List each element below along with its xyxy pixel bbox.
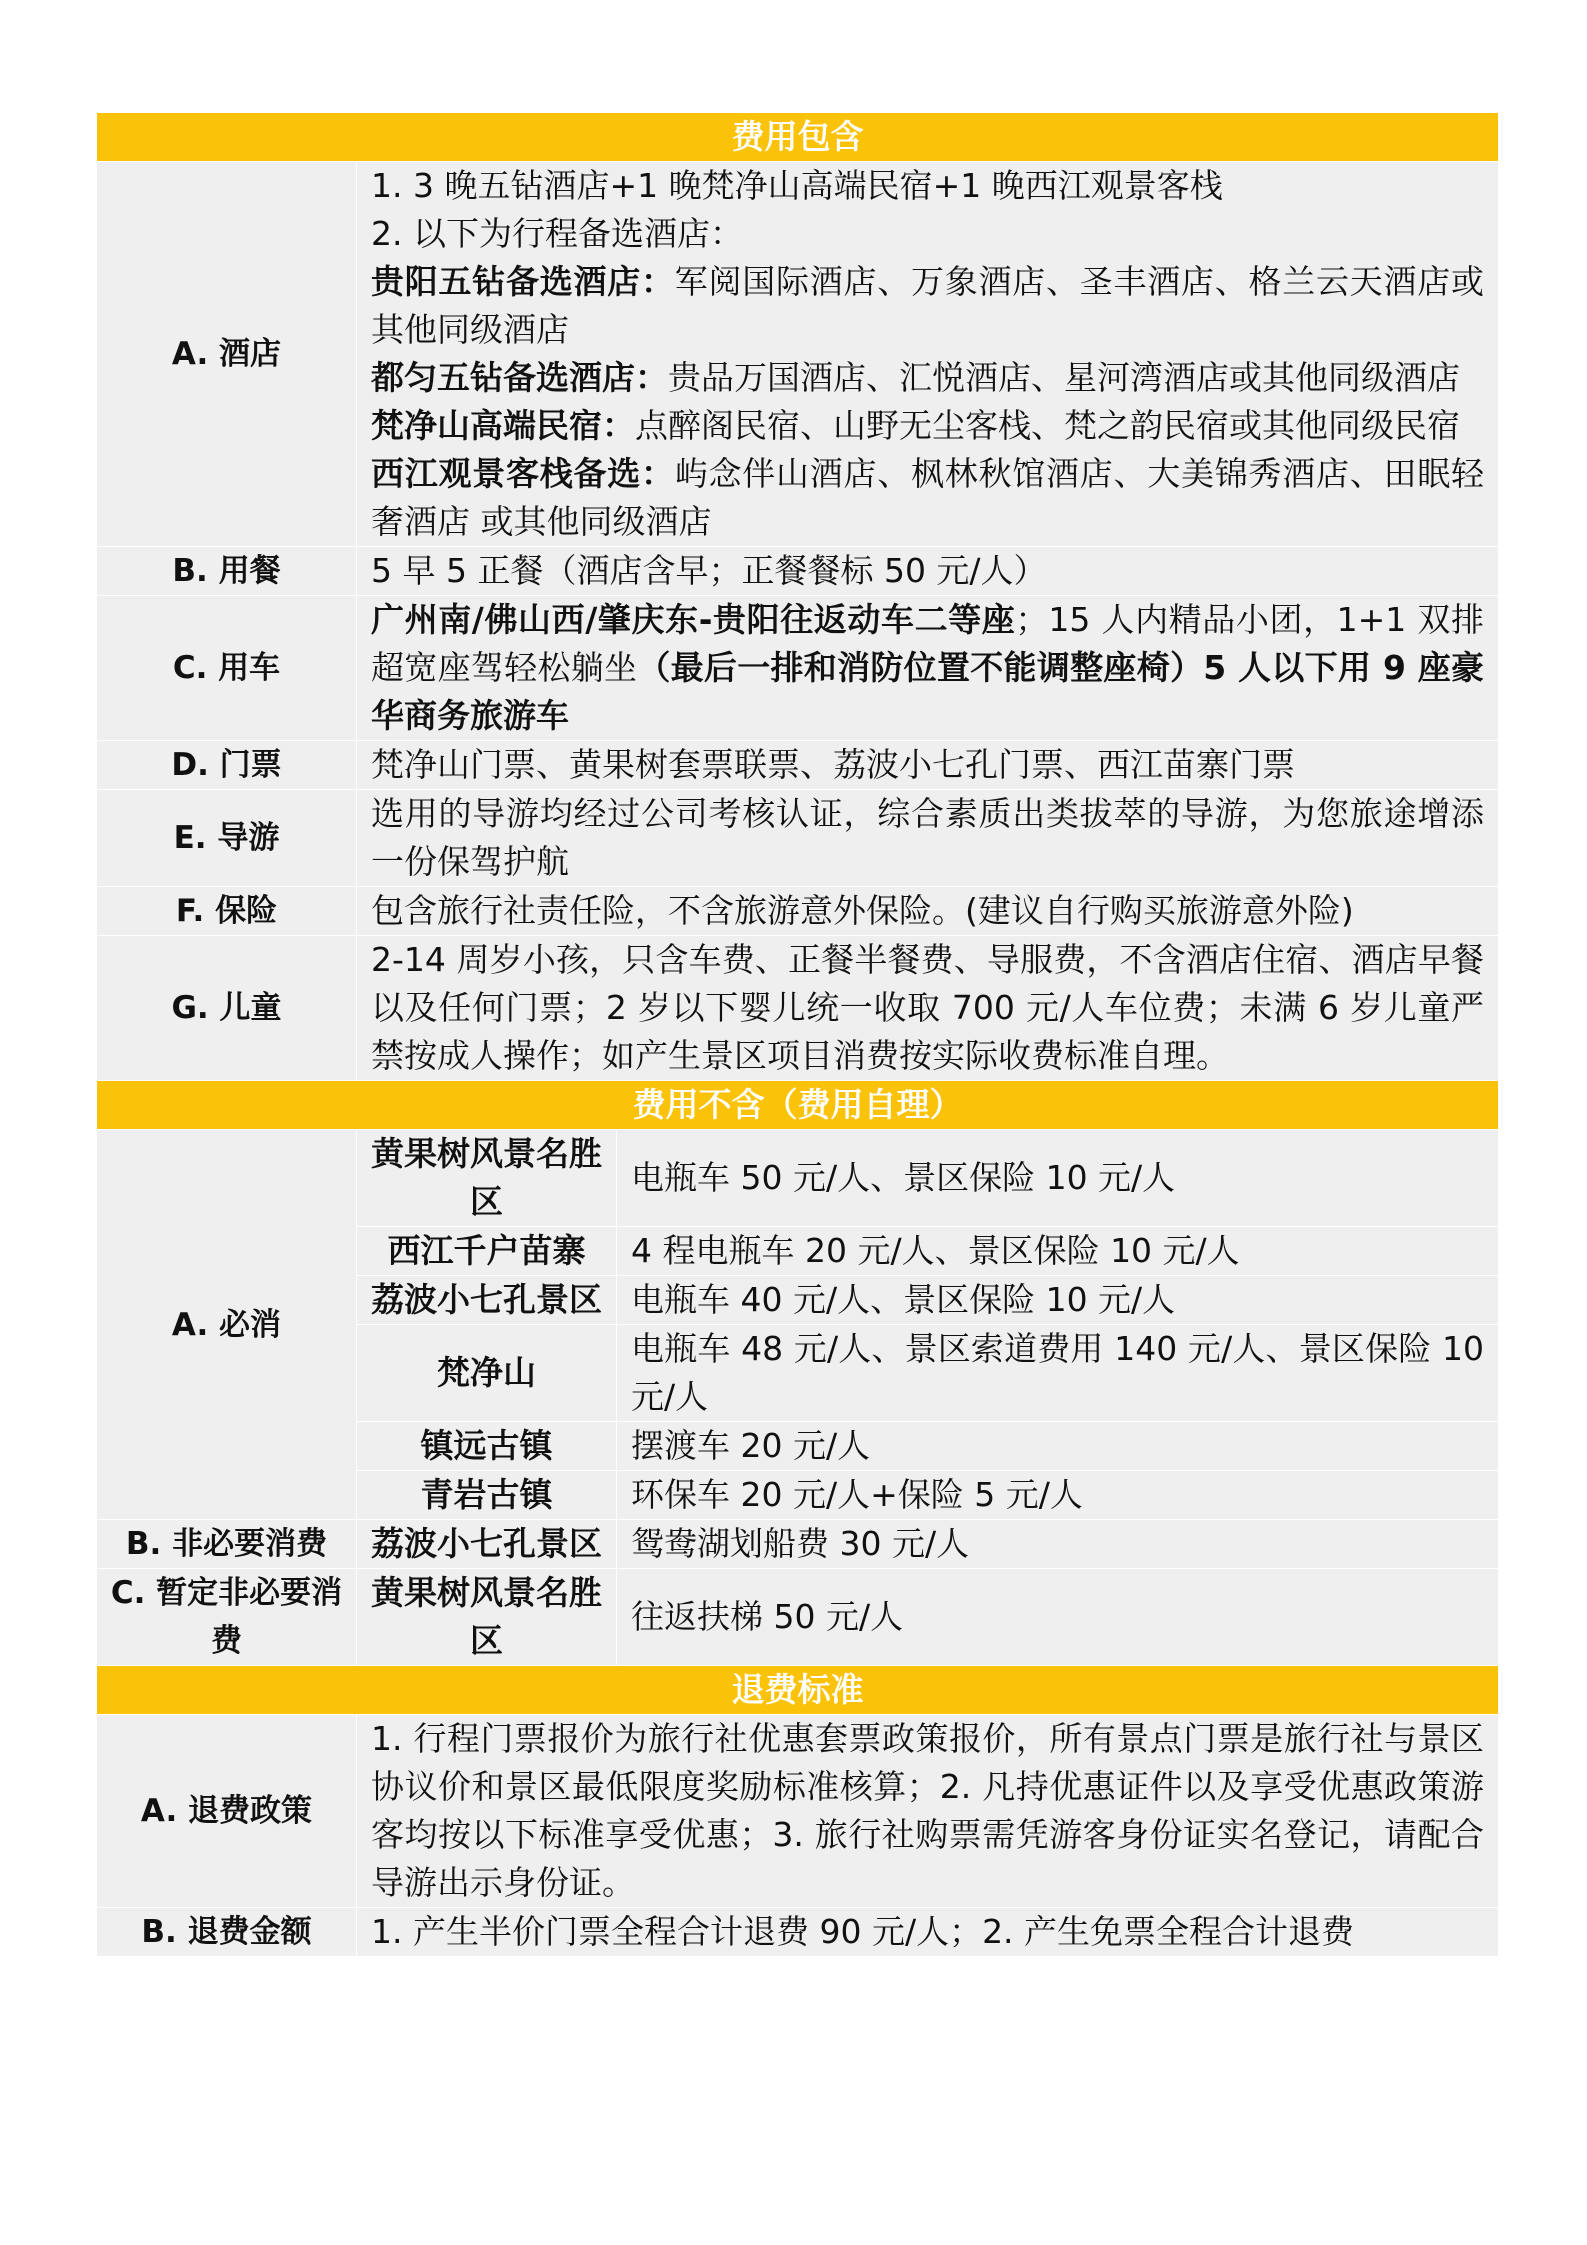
itinerary-fee-table xyxy=(96,112,1499,1957)
tickets-text: 梵净山门票、黄果树套票联票、荔波小七孔门票、西江苗寨门票 xyxy=(357,741,1499,790)
hotel-label: A. 酒店 xyxy=(97,162,357,547)
guide-text: 选用的导游均经过公司考核认证，综合素质出类拔萃的导游，为您旅途增添一份保驾护航 xyxy=(357,790,1499,887)
hotel-row xyxy=(97,162,1499,547)
transport-coach: ；15 人内精品小团，1+1 双排超宽座驾轻松躺坐 xyxy=(371,600,1484,687)
hotel-guiyang xyxy=(371,258,1484,354)
hotel-duyun xyxy=(371,354,1484,402)
mandatory-cost: 4 程电瓶车 20 元/人、景区保险 10 元/人 xyxy=(617,1227,1499,1276)
guide-label: E. 导游 xyxy=(97,790,357,887)
hotel-fanjingshan xyxy=(371,402,1484,450)
meals-label: B. 用餐 xyxy=(97,547,357,596)
hotel-details xyxy=(357,162,1499,547)
tickets-row xyxy=(97,741,1499,790)
mandatory-cost: 电瓶车 48 元/人、景区索道费用 140 元/人、景区保险 10 元/人 xyxy=(617,1325,1499,1422)
insurance-text: 包含旅行社责任险，不含旅游意外保险。(建议自行购买旅游意外险) xyxy=(357,887,1499,936)
mandatory-place: 荔波小七孔景区 xyxy=(357,1276,617,1325)
mandatory-cost: 摆渡车 20 元/人 xyxy=(617,1422,1499,1471)
transport-note: （最后一排和消防位置不能调整座椅）5 人以下用 9 座豪华商务旅游车 xyxy=(371,648,1485,735)
refund-policy-text: 1. 行程门票报价为旅行社优惠套票政策报价，所有景点门票是旅行社与景区协议价和景区最低限度奖励标准核算；2. 凡持优惠证件以及享受优惠政策游客均按以下标准享受优惠；3. 旅行社购票需凭游客身份证实名登记，请配合导游出示身份证。 xyxy=(357,1715,1499,1908)
hotel-fjs-label: 梵净山高端民宿： xyxy=(371,406,635,445)
included-header-row xyxy=(97,113,1499,162)
transport-label: C. 用车 xyxy=(97,596,357,741)
children-label: G. 儿童 xyxy=(97,936,357,1081)
mandatory-row xyxy=(97,1130,1499,1227)
included-header: 费用包含 xyxy=(97,113,1499,162)
refund-policy-row xyxy=(97,1715,1499,1908)
hotel-duyun-label: 都匀五钻备选酒店： xyxy=(371,358,668,397)
children-row xyxy=(97,936,1499,1081)
hotel-line1: 1. 3 晚五钻酒店+1 晚梵净山高端民宿+1 晚西江观景客栈 xyxy=(371,166,1223,205)
tentative-label: C. 暂定非必要消费 xyxy=(97,1569,357,1666)
refund-header: 退费标准 xyxy=(97,1666,1499,1715)
transport-details xyxy=(357,596,1499,741)
mandatory-place: 梵净山 xyxy=(357,1325,617,1422)
refund-policy-label: A. 退费政策 xyxy=(97,1715,357,1908)
mandatory-cost: 环保车 20 元/人+保险 5 元/人 xyxy=(617,1471,1499,1520)
hotel-xijiang xyxy=(371,450,1484,546)
insurance-row xyxy=(97,887,1499,936)
mandatory-place: 西江千户苗寨 xyxy=(357,1227,617,1276)
hotel-duyun-text: 贵品万国酒店、汇悦酒店、星河湾酒店或其他同级酒店 xyxy=(668,358,1460,397)
tickets-label: D. 门票 xyxy=(97,741,357,790)
transport-train: 广州南/佛山西/肇庆东-贵阳往返动车二等座 xyxy=(371,600,1016,639)
refund-header-row xyxy=(97,1666,1499,1715)
hotel-guiyang-label: 贵阳五钻备选酒店： xyxy=(371,262,675,301)
excluded-header-row xyxy=(97,1081,1499,1130)
children-text: 2-14 周岁小孩，只含车费、正餐半餐费、导服费，不含酒店住宿、酒店早餐以及任何门票；2 岁以下婴儿统一收取 700 元/人车位费；未满 6 岁儿童严禁按成人操作；如产生景区项目消费按实际收费标准自理。 xyxy=(357,936,1499,1081)
optional-place: 荔波小七孔景区 xyxy=(357,1520,617,1569)
mandatory-cost: 电瓶车 40 元/人、景区保险 10 元/人 xyxy=(617,1276,1499,1325)
meals-text: 5 早 5 正餐（酒店含早；正餐餐标 50 元/人） xyxy=(357,547,1499,596)
transport-row xyxy=(97,596,1499,741)
insurance-label: F. 保险 xyxy=(97,887,357,936)
optional-cost: 鸳鸯湖划船费 30 元/人 xyxy=(617,1520,1499,1569)
hotel-xijiang-text: 屿念伴山酒店、枫林秋馆酒店、大美锦秀酒店、田眠轻奢酒店 或其他同级酒店 xyxy=(371,454,1485,541)
mandatory-cost: 电瓶车 50 元/人、景区保险 10 元/人 xyxy=(617,1130,1499,1227)
mandatory-place: 青岩古镇 xyxy=(357,1471,617,1520)
hotel-xijiang-label: 西江观景客栈备选： xyxy=(371,454,675,493)
tentative-row xyxy=(97,1569,1499,1666)
hotel-line2: 2. 以下为行程备选酒店： xyxy=(371,214,743,253)
optional-row xyxy=(97,1520,1499,1569)
optional-label: B. 非必要消费 xyxy=(97,1520,357,1569)
mandatory-place: 黄果树风景名胜区 xyxy=(357,1130,617,1227)
hotel-fjs-text: 点醉阁民宿、山野无尘客栈、梵之韵民宿或其他同级民宿 xyxy=(635,406,1460,445)
mandatory-label: A. 必消 xyxy=(97,1130,357,1520)
refund-amount-row xyxy=(97,1908,1499,1957)
excluded-header: 费用不含（费用自理） xyxy=(97,1081,1499,1130)
refund-amount-label: B. 退费金额 xyxy=(97,1908,357,1957)
guide-row xyxy=(97,790,1499,887)
mandatory-place: 镇远古镇 xyxy=(357,1422,617,1471)
refund-amount-text: 1. 产生半价门票全程合计退费 90 元/人；2. 产生免票全程合计退费 xyxy=(357,1908,1499,1957)
hotel-guiyang-text: 军阅国际酒店、万象酒店、圣丰酒店、格兰云天酒店或其他同级酒店 xyxy=(371,262,1485,349)
tentative-cost: 往返扶梯 50 元/人 xyxy=(617,1569,1499,1666)
meals-row xyxy=(97,547,1499,596)
tentative-place: 黄果树风景名胜区 xyxy=(357,1569,617,1666)
